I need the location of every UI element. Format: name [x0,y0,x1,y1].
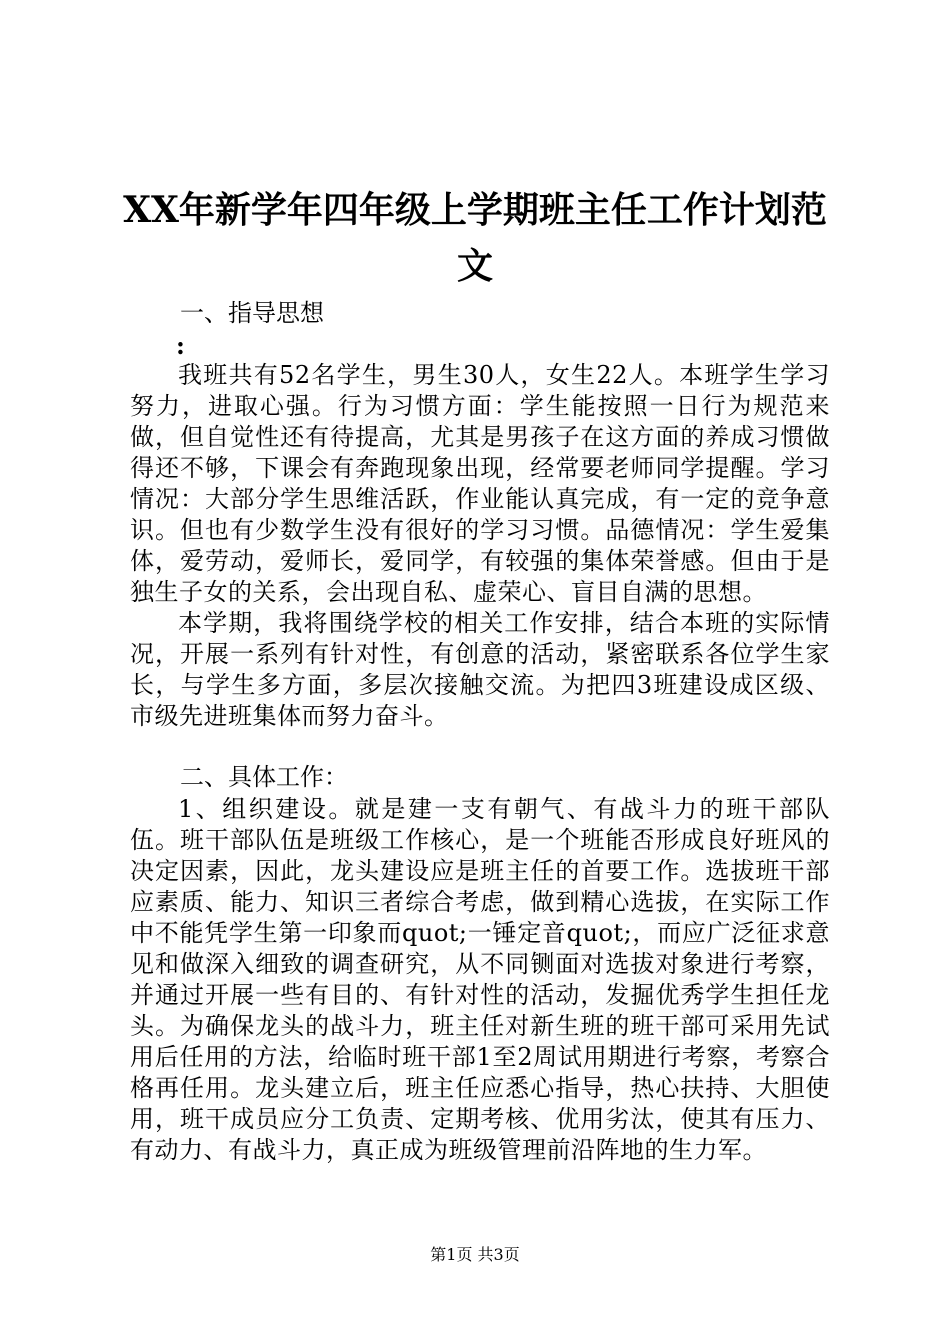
section1-heading: 一、指导思想 [180,299,324,327]
paragraph-organization: 1、组织建设。就是建一支有朝气、有战斗力的班干部队伍。班干部队伍是班级工作核心，是一个班能否形成良好班风的决定因素，因此，龙头建设应是班主任的首要工作。选拔班干部应素质、能力、知识三者综合考虑，做到精心选拔，在实际工作中不能凭学生第一印象而quot;一锤定音quot;，而应广泛征求意见和做深入细致的调查研究，从不同铡面对选拔对象进行考察，并通过开展一些有目的、有针对性的活动，发掘优秀学生担任龙头。为确保龙头的战斗力，班主任对新生班的班干部可采用先试用后任用的方法，给临时班干部1至2周试用期进行考察，考察合格再任用。龙头建立后，班主任应悉心指导，热心扶持、大胆使用，班干成员应分工负责、定期考核、优用劣汰，使其有压力、有动力、有战斗力，真正成为班级管理前沿阵地的生力军。 [130,795,830,1164]
body-block-1 [130,360,830,732]
paragraph-semester-plan: 本学期，我将围绕学校的相关工作安排，结合本班的实际情况，开展一系列有针对性，有创意的活动，紧密联系各位学生家长，与学生多方面，多层次接触交流。为把四3班建设成区级、市级先进班集体而努力奋斗。 [130,609,830,730]
body-block-2 [130,794,830,1166]
paragraph-student-overview: 我班共有52名学生，男生30人，女生22人。本班学生学习努力，进取心强。行为习惯方面：学生能按照一日行为规范来做，但自觉性还有待提高，尤其是男孩子在这方面的养成习惯做得还不够，下课会有奔跑现象出现，经常要老师同学提醒。学习情况：大部分学生思维活跃，作业能认真完成，有一定的竞争意识。但也有少数学生没有很好的学习习惯。品德情况：学生爱集体，爱劳动，爱师长，爱同学，有较强的集体荣誉感。但由于是独生子女的关系，会出现自私、虚荣心、盲目自满的思想。 [130,361,830,606]
document-title-line2: 文 [456,245,493,287]
section1-colon: : [176,331,185,360]
section2-heading: 二、具体工作： [180,763,348,791]
page-footer: 第1页 共3页 [430,1245,520,1264]
document-title-line1: XX年新学年四年级上学期班主任工作计划范 [123,189,827,231]
